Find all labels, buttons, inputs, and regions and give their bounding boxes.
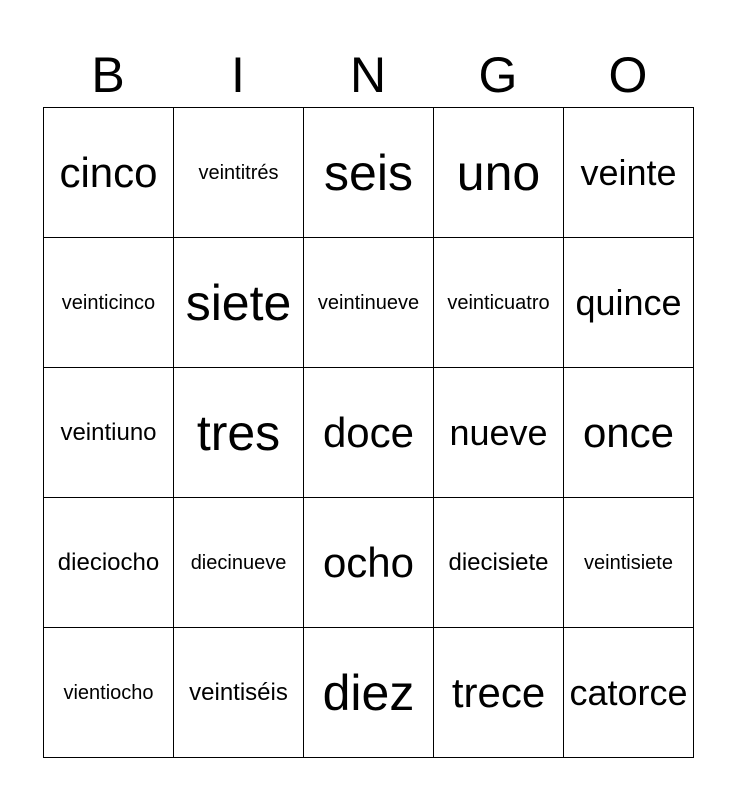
bingo-cell[interactable]: veintinueve [304,238,434,368]
bingo-cell[interactable]: diecisiete [434,498,564,628]
header-letter-i: I [231,47,245,103]
bingo-cell[interactable]: vientiocho [44,628,174,758]
bingo-cell[interactable]: uno [434,108,564,238]
bingo-cell[interactable]: seis [304,108,434,238]
bingo-cell[interactable]: diez [304,628,434,758]
bingo-cell[interactable]: catorce [564,628,694,758]
bingo-cell[interactable]: veintiuno [44,368,174,498]
bingo-cell[interactable]: nueve [434,368,564,498]
bingo-cell[interactable]: veinticuatro [434,238,564,368]
bingo-cell[interactable]: veinticinco [44,238,174,368]
bingo-cell[interactable]: veintisiete [564,498,694,628]
header-letter-n: N [349,47,387,103]
bingo-cell[interactable]: veintitrés [174,108,304,238]
bingo-cell[interactable]: trece [434,628,564,758]
header-letter-b: B [91,47,125,103]
header-letter-g: G [478,47,518,103]
bingo-cell[interactable]: quince [564,238,694,368]
bingo-cell[interactable]: veintiséis [174,628,304,758]
header-letter-o: O [608,47,648,103]
bingo-cell[interactable]: veinte [564,108,694,238]
bingo-cell[interactable]: once [564,368,694,498]
bingo-cell[interactable]: dieciocho [44,498,174,628]
bingo-cell[interactable]: ocho [304,498,434,628]
bingo-board [43,107,694,758]
bingo-cell[interactable]: tres [174,368,304,498]
bingo-cell[interactable]: doce [304,368,434,498]
bingo-cell[interactable]: cinco [44,108,174,238]
bingo-cell[interactable]: siete [174,238,304,368]
bingo-header [43,44,693,106]
bingo-cell[interactable]: diecinueve [174,498,304,628]
